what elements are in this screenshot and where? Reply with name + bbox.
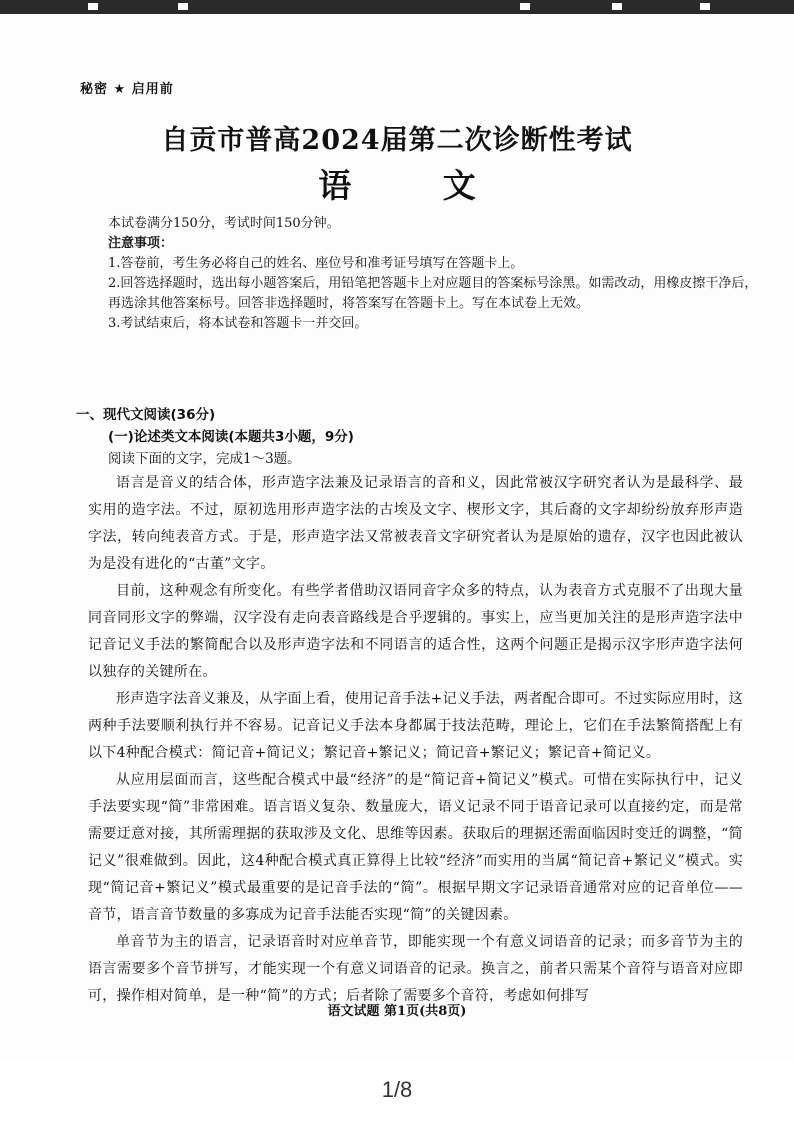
notice-item: 2.回答选择题时，选出每小题答案后，用铅笔把答题卡上对应题目的答案标号涂黑。如需改动，用橡皮擦干净后，再选涂其他答案标号。回答非选择题时，将答案写在答题卡上。写在本试卷上无效。: [108, 276, 758, 311]
section-heading: 一、现代文阅读(36分): [76, 407, 216, 423]
exam-instructions: [108, 214, 758, 334]
confidential-label: 秘密 ★ 启用前: [80, 82, 174, 97]
reading-passage: [88, 470, 743, 1010]
passage-paragraph: 目前，这种观念有所变化。有些学者借助汉语同音字众多的特点，认为表音方式克服不了出现大量同音同形文字的弊端，汉字没有走向表音路线是合乎逻辑的。事实上，应当更加关注的是形声造字法中记音记义手法的繁简配合以及形声造字法和不同语言的适合性，这两个问题正是揭示汉字形声造字法何以独存的关键所在。: [88, 583, 743, 680]
score-time-line: 本试卷满分150分，考试时间150分钟。: [108, 216, 340, 231]
scan-top-edge: [0, 0, 794, 14]
passage-paragraph: 单音节为主的语言，记录语音时对应单音节，即能实现一个有意义词语音的记录；而多音节为主的语言需要多个音节拼写，才能实现一个有意义词语音的记录。换言之，前者只需某个音符与语音对应即可，操作相对简单，是一种“简”的方式；后者除了需要多个音符，考虑如何排写: [88, 934, 743, 1004]
passage-paragraph: 语言是音义的结合体，形声造字法兼及记录语言的音和义，因此常被汉字研究者认为是最科学、最实用的造字法。不过，原初选用形声造字法的古埃及文字、楔形文字，其后裔的文字却纷纷放弃形声造字法，转向纯表音方式。于是，形声造字法又常被表音文字研究者认为是原始的遗存，汉字也因此被认为是没有进化的“古董”文字。: [88, 475, 743, 572]
notice-heading: 注意事项：: [108, 236, 174, 251]
page-indicator: 1/8: [381, 1077, 413, 1102]
exam-subject: 语 文: [318, 166, 516, 205]
reading-directions: 阅读下面的文字，完成1～3题。: [108, 451, 301, 467]
notice-item: 1.答卷前，考生务必将自己的姓名、座位号和准考证号填写在答题卡上。: [108, 256, 524, 271]
passage-paragraph: 形声造字法音义兼及，从字面上看，使用记音手法+记义手法，两者配合即可。不过实际应用时，这两种手法要顺利执行并不容易。记音记义手法本身都属于技法范畴，理论上，它们在手法繁简搭配上有以下4种配合模式：简记音+简记义；繁记音+繁记义；简记音+繁记义；繁记音+简记义。: [88, 691, 743, 761]
notice-item: 3.考试结束后，将本试卷和答题卡一并交回。: [108, 316, 368, 331]
passage-paragraph: 从应用层面而言，这些配合模式中最“经济”的是“简记音+简记义”模式。可惜在实际执行中，记义手法要实现“简”非常困难。语言语义复杂、数量庞大，语义记录不同于语音记录可以直接约定，而是常需要迂意对接，其所需理据的获取涉及文化、思维等因素。获取后的理据还需面临因时变迁的调整，“简记义”很难做到。因此，这4种配合模式真正算得上比较“经济”而实用的当属“简记音+繁记义”模式。实现“简记音+繁记义”模式最重要的是记音手法的“简”。根据早期文字记录语音通常对应的记音单位——音节，语言音节数量的多寡成为记音手法能否实现“简”的关键因素。: [88, 772, 743, 923]
exam-title: 自贡市普高2024届第二次诊断性考试: [161, 125, 633, 156]
page-footer: 语文试题 第1页(共8页): [327, 1004, 467, 1019]
subsection-heading: (一)论述类文本阅读(本题共3小题，9分): [108, 429, 354, 445]
